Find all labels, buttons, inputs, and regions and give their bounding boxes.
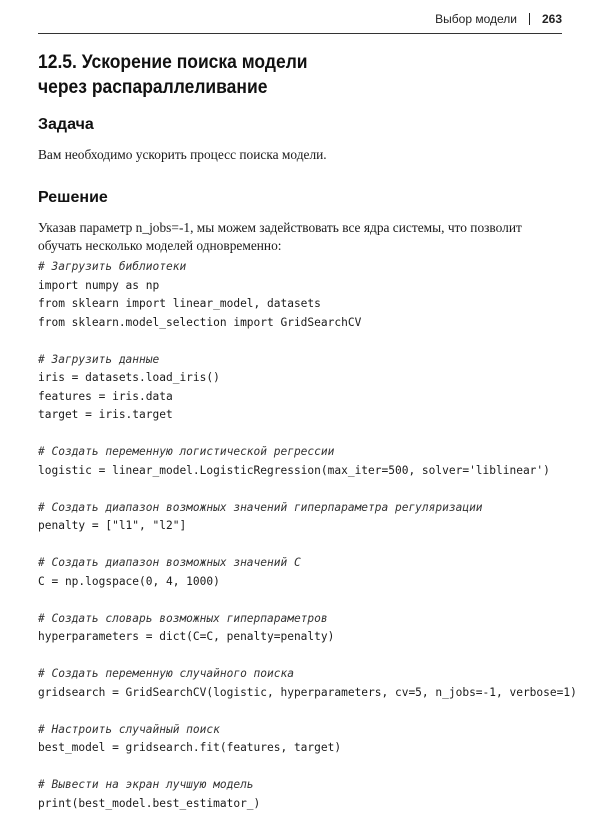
- task-heading: Задача: [38, 116, 94, 133]
- code-line: target = iris.target: [38, 408, 173, 421]
- code-line: [38, 647, 568, 666]
- code-line: from sklearn.model_selection import GridSearchCV: [38, 315, 362, 329]
- code-line: hyperparameters = dict(C=C, penalty=penalty): [38, 630, 335, 643]
- code-line: [38, 425, 568, 444]
- code-comment-line: # Загрузить библиотеки: [38, 260, 187, 273]
- code-line: iris = datasets.load_iris(): [38, 371, 220, 384]
- code-comment-line: # Вывести на экран лучшую модель: [38, 778, 254, 791]
- task-text: Вам необходимо ускорить процесс поиска модели.: [38, 147, 327, 162]
- code-line: [38, 536, 568, 555]
- code-comment-line: # Загрузить данные: [38, 352, 160, 366]
- code-line: import numpy as np: [38, 278, 160, 292]
- code-line: logistic = linear_model.LogisticRegression(max_iter=500, solver='liblinear'): [38, 463, 550, 477]
- code-line: [38, 758, 568, 777]
- section-title-line-1: 12.5. Ускорение поиска модели: [38, 52, 308, 73]
- solution-heading: Решение: [38, 189, 108, 206]
- code-line: [38, 591, 568, 610]
- code-comment-line: # Настроить случайный поиск: [38, 722, 220, 736]
- code-line: best_model = gridsearch.fit(features, target): [38, 741, 342, 754]
- code-line: [38, 480, 568, 499]
- code-line: print(best_model.best_estimator_): [38, 796, 261, 810]
- code-line: features = iris.data: [38, 389, 173, 403]
- section-title-line-2: через распараллеливание: [38, 77, 268, 98]
- header-rule: [38, 33, 562, 34]
- code-comment-line: # Создать словарь возможных гиперпараметров: [38, 611, 328, 625]
- running-header: [435, 12, 562, 26]
- code-comment-line: # Создать переменную случайного поиска: [38, 667, 294, 680]
- section-title: [38, 50, 516, 100]
- code-line: C = np.logspace(0, 4, 1000): [38, 574, 220, 588]
- solution-text-line-1: Указав параметр n_jobs=-1, мы можем задействовать все ядра системы, что позволит: [38, 220, 522, 235]
- code-comment-line: # Создать диапазон возможных значений гиперпараметра регуляризации: [38, 500, 483, 514]
- code-line: from sklearn import linear_model, datasets: [38, 297, 321, 310]
- code-block: [38, 258, 577, 813]
- code-line: [38, 332, 568, 351]
- solution-text: [38, 219, 568, 255]
- running-header-section: Выбор модели: [435, 12, 517, 26]
- code-line: penalty = ["l1", "l2"]: [38, 519, 187, 532]
- solution-text-line-2: обучать несколько моделей одновременно:: [38, 238, 282, 253]
- page-number: 263: [541, 12, 562, 26]
- code-line: gridsearch = GridSearchCV(logistic, hyperparameters, cv=5, n_jobs=-1, verbose=1): [38, 685, 577, 699]
- code-line: [38, 702, 568, 721]
- code-comment-line: # Создать диапазон возможных значений C: [38, 556, 301, 569]
- code-comment-line: # Создать переменную логистической регрессии: [38, 445, 335, 458]
- running-header-divider: [529, 13, 530, 25]
